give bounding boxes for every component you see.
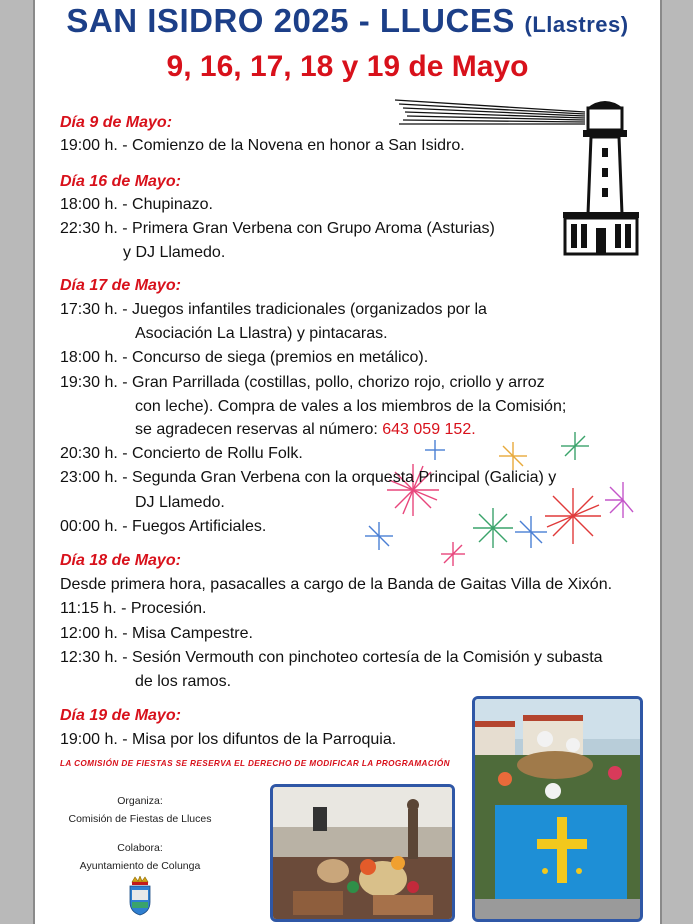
colunga-crest-icon — [128, 876, 152, 916]
title-suffix: (Llastres) — [524, 12, 629, 37]
day-17-line: 17:30 h. - Juegos infantiles tradicionales (organizados por la — [60, 301, 487, 318]
day-9-heading: Día 9 de Mayo: — [60, 114, 173, 131]
day-18-line: 12:30 h. - Sesión Vermouth con pinchoteo cortesía de la Comisión y subasta — [60, 649, 603, 666]
festival-dates: 9, 16, 17, 18 y 19 de Mayo — [166, 50, 529, 83]
day-18-line-cont: de los ramos. — [135, 673, 232, 690]
disclaimer-text: LA COMISIÓN DE FIESTAS SE RESERVA EL DERECHO DE MODIFICAR LA PROGRAMACIÓN — [60, 759, 450, 768]
day-17-line-cont: DJ Llamedo. — [135, 494, 225, 511]
festival-poster — [33, 0, 662, 924]
day-16-line-cont: y DJ Llamedo. — [123, 244, 226, 261]
day-17-line: 19:30 h. - Gran Parrillada (costillas, pollo, chorizo rojo, criollo y arroz — [60, 374, 545, 391]
day-19-heading: Día 19 de Mayo: — [60, 707, 181, 724]
day-17-line: 20:30 h. - Concierto de Rollu Folk. — [60, 445, 303, 462]
day-17-line-cont: Asociación La Llastra) y pintacaras. — [135, 325, 388, 342]
day-17-line: 23:00 h. - Segunda Gran Verbena con la orquesta Principal (Galicia) y — [60, 469, 557, 486]
organiza-name: Comisión de Fiestas de Lluces — [68, 813, 212, 825]
day-16-line: 22:30 h. - Primera Gran Verbena con Grupo Aroma (Asturias) — [60, 220, 495, 237]
asturias-flag-image — [475, 699, 640, 919]
day-18-line: 12:00 h. - Misa Campestre. — [60, 625, 253, 642]
day-17-line-cont: con leche). Compra de vales a los miembros de la Comisión; — [135, 398, 567, 415]
day-18-line: 11:15 h. - Procesión. — [60, 600, 207, 617]
day-17-heading: Día 17 de Mayo: — [60, 277, 181, 294]
day-17-line: 18:00 h. - Concurso de siega (premios en metálico). — [60, 349, 429, 366]
fireworks-decoration — [335, 420, 635, 590]
day-9-line: 19:00 h. - Comienzo de la Novena en honor a San Isidro. — [60, 137, 465, 154]
day-16-line: 18:00 h. - Chupinazo. — [60, 196, 213, 213]
day-18-heading: Día 18 de Mayo: — [60, 552, 181, 569]
day-19-line: 19:00 h. - Misa por los difuntos de la Parroquia. — [60, 731, 397, 748]
organiza-label: Organiza: — [117, 795, 163, 807]
photo-asturias-flag — [472, 696, 643, 922]
market-stall-image — [273, 787, 452, 919]
reservation-text: se agradecen reservas al número: — [135, 421, 378, 438]
colabora-label: Colabora: — [117, 842, 163, 854]
poster-title — [35, 2, 660, 40]
day-17-line: 00:00 h. - Fuegos Artificiales. — [60, 518, 267, 535]
photo-market-stall — [270, 784, 455, 922]
day-16-heading: Día 16 de Mayo: — [60, 173, 181, 190]
reservation-phone: 643 059 152. — [382, 421, 476, 438]
day-18-line: Desde primera hora, pasacalles a cargo de la Banda de Gaitas Villa de Xixón. — [60, 576, 613, 593]
title-main: SAN ISIDRO 2025 - LLUCES — [66, 2, 515, 39]
day-17-line-cont — [135, 421, 476, 439]
colabora-name: Ayuntamiento de Colunga — [79, 860, 201, 872]
